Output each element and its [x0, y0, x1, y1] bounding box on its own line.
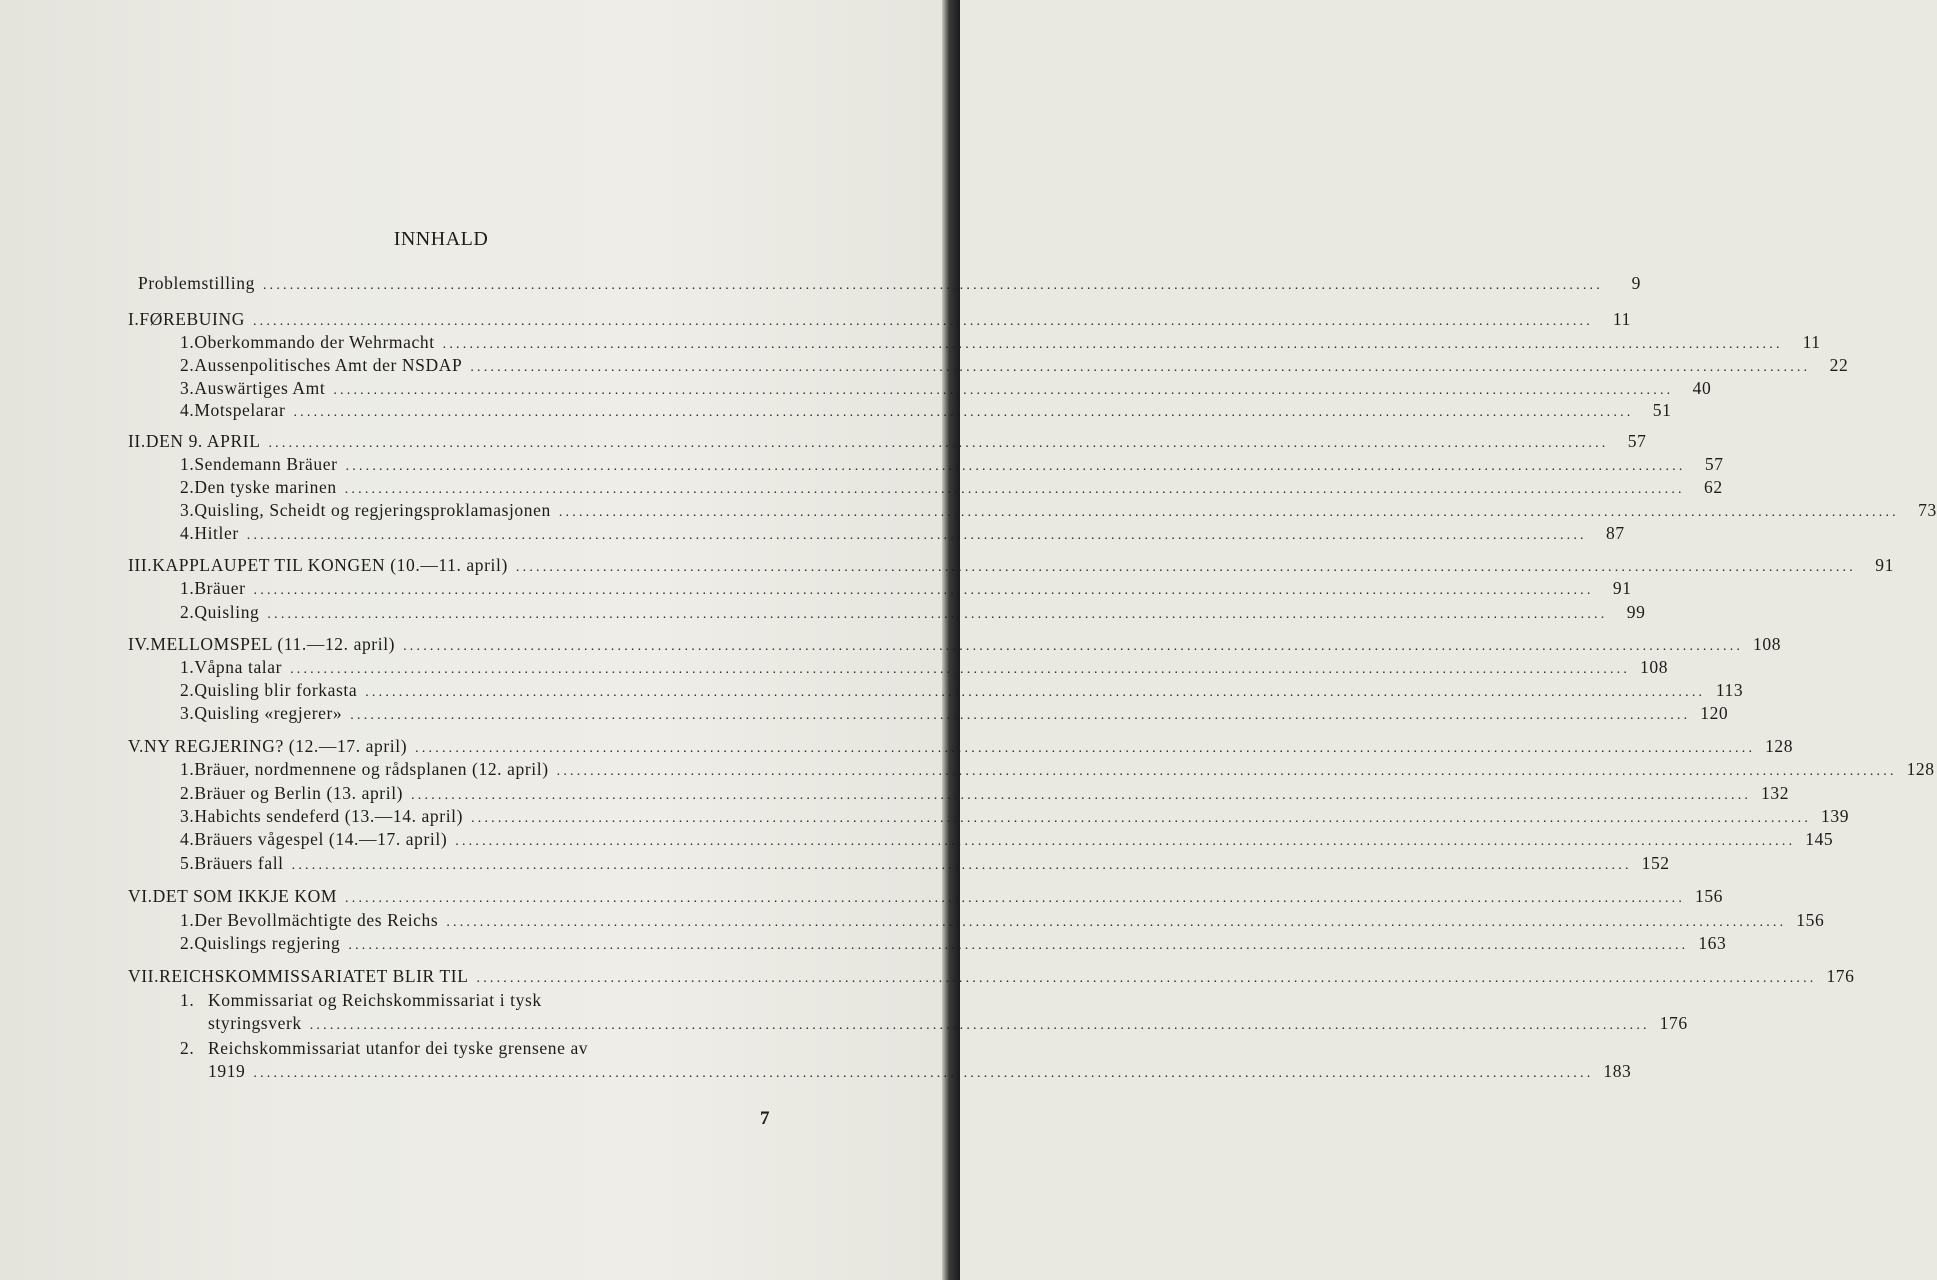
toc-chapter-row [128, 633, 1782, 658]
chapter-numeral: VII. [128, 966, 160, 986]
chapter-numeral: II. [128, 431, 146, 451]
toc-entry-title: Quisling, Scheidt og regjeringsproklamasjonen [194, 500, 551, 520]
dot-leader: ........................................................................................................................................................................................................ [365, 685, 1706, 700]
toc-page-number: 73 [1918, 500, 1937, 520]
toc-section-row [180, 932, 1727, 957]
page-number: 7 [760, 1108, 770, 1129]
section-number: 4. [180, 400, 195, 420]
toc-chapter-row [128, 885, 1724, 910]
toc-page-number: 132 [1761, 783, 1790, 803]
toc-entry-title: Auswärtiges Amt [194, 378, 326, 398]
toc-entry-title: Quisling [194, 602, 260, 622]
dot-leader: ........................................................................................................................................................................................................ [515, 560, 1856, 575]
toc-page-number: 11 [1802, 332, 1821, 352]
toc-entry-title: Motspelarar [194, 400, 286, 420]
toc-entry-title: Problemstilling [138, 273, 255, 293]
toc-section-row [180, 805, 1850, 830]
dot-leader: ........................................................................................................................................................................................................ [252, 314, 1593, 329]
toc-page-number: 9 [1631, 273, 1641, 293]
toc-page-number: 120 [1700, 703, 1729, 723]
toc-section-row [180, 852, 1670, 877]
toc-entry-title: Kommissariat og Reichskommissariat i tysk [208, 990, 542, 1010]
dot-leader: ........................................................................................................................................................................................................ [262, 278, 1603, 293]
dot-leader: ........................................................................................................................................................................................................ [556, 764, 1897, 779]
toc-page-number: 57 [1627, 431, 1647, 451]
toc-page-number: 163 [1698, 933, 1727, 953]
toc-section-row [208, 1060, 1632, 1085]
toc-chapter-row [128, 965, 1855, 990]
toc-page-number: 176 [1659, 1013, 1688, 1033]
dot-leader: ........................................................................................................................................................................................................ [333, 383, 1674, 398]
toc-page-number: 62 [1704, 477, 1723, 497]
section-number: 2. [180, 602, 195, 622]
section-number: 1. [180, 578, 195, 598]
toc-entry-title: Quislings regjering [194, 933, 341, 953]
dot-leader: ........................................................................................................................................................................................................ [348, 938, 1689, 953]
toc-entry-title: NY REGJERING? (12.—17. april) [143, 736, 408, 756]
toc-entry-title: Quisling «regjerer» [194, 703, 343, 723]
section-number: 1. [180, 759, 195, 779]
toc-section-row [180, 601, 1646, 626]
chapter-numeral: IV. [128, 634, 151, 654]
toc-page-number: 57 [1704, 454, 1724, 474]
toc-page-number: 145 [1805, 829, 1834, 849]
toc-chapter-row [128, 735, 1794, 760]
chapter-numeral: V. [128, 736, 144, 756]
toc-entry-title: Den tyske marinen [194, 477, 337, 497]
toc-entry-title: Sendemann Bräuer [194, 454, 338, 474]
toc-section-row [180, 909, 1825, 934]
dot-leader: ........................................................................................................................................................................................................ [253, 1066, 1594, 1081]
toc-entry-title: Hitler [194, 523, 239, 543]
toc-page-number: 108 [1640, 657, 1669, 677]
toc-entry-title: 1919 [208, 1061, 246, 1081]
dot-leader: ........................................................................................................................................................................................................ [415, 741, 1756, 756]
section-number: 1. [180, 657, 195, 677]
toc-entry-title: Bräuers vågespel (14.—17. april) [194, 829, 448, 849]
dot-leader: ........................................................................................................................................................................................................ [309, 1018, 1650, 1033]
toc-entry-title: Oberkommando der Wehrmacht [194, 332, 435, 352]
dot-leader: ........................................................................................................................................................................................................ [290, 662, 1631, 677]
section-number: 3. [180, 806, 195, 826]
toc-page-number: 156 [1694, 886, 1724, 906]
toc-section-row [180, 989, 744, 1012]
toc-entry-title: Aussenpolitisches Amt der NSDAP [194, 355, 463, 375]
dot-leader: ........................................................................................................................................................................................................ [345, 891, 1686, 906]
toc-entry-title: Habichts sendeferd (13.—14. april) [194, 806, 464, 826]
toc-page-number: 11 [1612, 309, 1631, 329]
toc-section-row [180, 679, 1744, 704]
toc-entry-title: Våpna talar [194, 657, 283, 677]
chapter-numeral: III. [128, 555, 153, 575]
toc-page-number: 40 [1692, 378, 1712, 398]
section-number: 1. [180, 454, 195, 474]
section-number: 2. [180, 355, 195, 375]
toc-section-row [180, 656, 1669, 681]
toc-section-row [180, 828, 1834, 853]
section-number: 2. [180, 477, 195, 497]
dot-leader: ........................................................................................................................................................................................................ [350, 708, 1691, 723]
toc-page-number: 128 [1765, 736, 1794, 756]
toc-page-number: 152 [1641, 853, 1670, 873]
toc-page-number: 87 [1606, 523, 1625, 543]
section-number: 2. [180, 680, 195, 700]
dot-leader: ........................................................................................................................................................................................................ [470, 360, 1811, 375]
toc-entry-title: MELLOMSPEL (11.—12. april) [150, 634, 396, 654]
toc-entry-title: Bräuers fall [194, 853, 284, 873]
toc-page-number: 51 [1652, 400, 1672, 420]
toc-entry-title: Bräuer [194, 578, 246, 598]
toc-entry-title: DEN 9. APRIL [145, 431, 261, 451]
toc-entry-title: DET SOM IKKJE KOM [152, 886, 338, 906]
dot-leader: ........................................................................................................................................................................................................ [246, 528, 1587, 543]
toc-page-number: 183 [1603, 1061, 1632, 1081]
dot-leader: ........................................................................................................................................................................................................ [267, 607, 1608, 622]
toc-entry-title: REICHSKOMMISSARIATET BLIR TIL [159, 966, 469, 986]
section-number: 1. [180, 990, 195, 1010]
toc-page-number: 99 [1626, 602, 1646, 622]
toc-page-number: 91 [1875, 555, 1894, 575]
toc-section-row [180, 702, 1729, 727]
toc-page-number: 22 [1829, 355, 1849, 375]
chapter-numeral: VI. [128, 886, 153, 906]
toc-section-row [180, 577, 1632, 602]
toc-intro-row [138, 272, 1641, 297]
toc-chapter-row [128, 554, 1894, 579]
toc-chapter-row [128, 430, 1647, 455]
page-title: INNHALD [393, 228, 489, 250]
toc-entry-title: styringsverk [208, 1013, 302, 1033]
toc-section-row [180, 476, 1723, 501]
toc-section-row [180, 782, 1790, 807]
dot-leader: ........................................................................................................................................................................................................ [293, 405, 1634, 420]
toc-page-number: 176 [1826, 966, 1855, 986]
dot-leader: ........................................................................................................................................................................................................ [446, 915, 1787, 930]
toc-page-number: 156 [1796, 910, 1825, 930]
toc-section-row [180, 522, 1625, 547]
toc-entry-title: Bräuer, nordmennene og rådsplanen (12. april) [194, 759, 549, 779]
section-number: 3. [180, 703, 195, 723]
toc-entry-title: KAPPLAUPET TIL KONGEN (10.—11. april) [152, 555, 508, 575]
toc-section-row [180, 758, 1935, 783]
toc-entry-title: FØREBUING [139, 309, 245, 329]
dot-leader: ........................................................................................................................................................................................................ [403, 639, 1744, 654]
section-number: 2. [180, 933, 195, 953]
toc-section-row [180, 399, 1672, 424]
toc-section-row [180, 331, 1821, 356]
section-number: 3. [180, 500, 195, 520]
dot-leader: ........................................................................................................................................................................................................ [476, 971, 1817, 986]
toc-page-number: 91 [1612, 578, 1632, 598]
toc-entry-title: Der Bevollmächtigte des Reichs [194, 910, 439, 930]
toc-entry-title: Quisling blir forkasta [194, 680, 358, 700]
dot-leader: ........................................................................................................................................................................................................ [344, 482, 1685, 497]
dot-leader: ........................................................................................................................................................................................................ [253, 583, 1594, 598]
toc-section-row [180, 453, 1724, 478]
toc-entry-title: Reichskommissariat utanfor dei tyske grensene av [208, 1038, 589, 1058]
toc-page-number: 108 [1753, 634, 1782, 654]
toc-page-number: 113 [1715, 680, 1744, 700]
dot-leader: ........................................................................................................................................................................................................ [442, 337, 1783, 352]
dot-leader: ........................................................................................................................................................................................................ [291, 858, 1632, 873]
dot-leader: ........................................................................................................................................................................................................ [345, 459, 1686, 474]
section-number: 4. [180, 523, 195, 543]
toc-section-row [180, 1037, 744, 1060]
toc-page-number: 128 [1906, 759, 1935, 779]
toc-section-row [180, 499, 1937, 524]
toc-page-number: 139 [1821, 806, 1850, 826]
dot-leader: ........................................................................................................................................................................................................ [411, 788, 1752, 803]
dot-leader: ........................................................................................................................................................................................................ [268, 436, 1609, 451]
section-number: 2. [180, 1038, 195, 1058]
section-number: 5. [180, 853, 195, 873]
section-number: 4. [180, 829, 195, 849]
dot-leader: ........................................................................................................................................................................................................ [471, 811, 1812, 826]
toc-chapter-row [128, 308, 1631, 333]
toc-section-row [208, 1012, 1688, 1037]
toc-entry-title: Bräuer og Berlin (13. april) [194, 783, 404, 803]
section-number: 1. [180, 910, 195, 930]
section-number: 2. [180, 783, 195, 803]
toc-section-row [180, 354, 1849, 379]
dot-leader: ........................................................................................................................................................................................................ [558, 505, 1899, 520]
section-number: 3. [180, 378, 195, 398]
dot-leader: ........................................................................................................................................................................................................ [455, 834, 1796, 849]
section-number: 1. [180, 332, 195, 352]
chapter-numeral: I. [128, 309, 140, 329]
